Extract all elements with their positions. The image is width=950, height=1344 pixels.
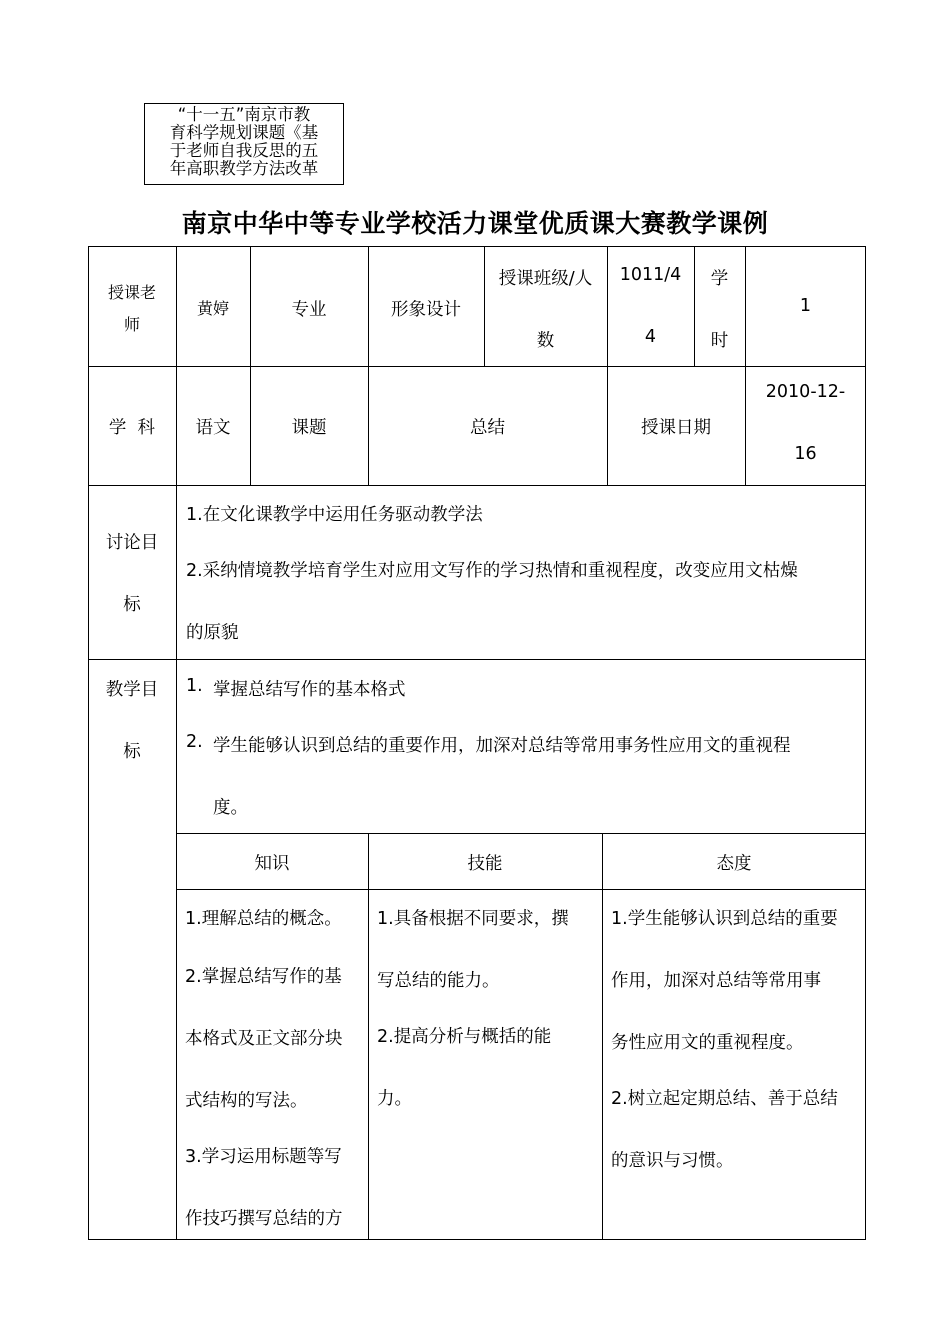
class-label: 数: [536, 331, 555, 351]
date-value: 2010-12-: [765, 382, 846, 402]
teaching-item: 掌握总结写作的基本格式: [213, 680, 406, 700]
note-line: 年高职教学方法改革: [169, 159, 319, 178]
teaching-item: 学生能够认识到总结的重要作用，加深对总结等常用事务性应用文的重视程: [213, 736, 791, 756]
column-divider: [602, 833, 603, 1240]
topic-label: 课题: [291, 418, 327, 438]
skills-line: 写总结的能力。: [377, 971, 500, 991]
project-note-box: [144, 103, 344, 185]
page-title: 南京中华中等专业学校活力课堂优质课大赛教学课例: [181, 209, 769, 238]
class-label: 授课班级/人: [498, 269, 593, 289]
hours-label: 时: [710, 331, 729, 351]
teacher-label: 师: [123, 315, 140, 334]
skills-header: 技能: [467, 854, 503, 874]
skills-line: 力。: [377, 1089, 412, 1109]
research-item: 2.采纳情境教学培育学生对应用文写作的学习热情和重视程度，改变应用文枯燥: [186, 561, 798, 581]
skills-line: 1.具备根据不同要求，撰: [377, 909, 569, 929]
hours-value: 1: [799, 296, 812, 316]
knowledge-line: 1.理解总结的概念。: [185, 909, 342, 929]
attitude-header: 态度: [716, 854, 752, 874]
column-divider: [176, 246, 177, 1240]
attitude-line: 作用，加深对总结等常用事: [611, 971, 821, 991]
subject-value: 语文: [195, 418, 231, 438]
teaching-label: 标: [123, 742, 141, 762]
attitude-line: 2.树立起定期总结、善于总结: [611, 1089, 838, 1109]
row-divider: [176, 889, 866, 890]
teaching-item: 度。: [213, 798, 248, 818]
major-value: 形象设计: [391, 300, 461, 320]
attitude-line: 1.学生能够认识到总结的重要: [611, 909, 838, 929]
knowledge-line: 3.学习运用标题等写: [185, 1147, 342, 1167]
attitude-line: 务性应用文的重视程度。: [611, 1033, 804, 1053]
research-item: 1.在文化课教学中运用任务驱动教学法: [186, 505, 483, 525]
knowledge-line: 2.掌握总结写作的基: [185, 967, 342, 987]
column-divider: [368, 246, 369, 486]
knowledge-line: 式结构的写法。: [185, 1091, 308, 1111]
column-divider: [250, 246, 251, 486]
date-value: 16: [794, 444, 817, 464]
note-line: 于老师自我反思的五: [169, 141, 319, 160]
skills-line: 2.提高分析与概括的能: [377, 1027, 552, 1047]
topic-value: 总结: [470, 418, 505, 438]
row-divider: [88, 485, 866, 486]
note-line: “十一五”南京市教: [177, 105, 311, 124]
hours-label: 学: [710, 269, 729, 289]
research-item: 的原貌: [186, 623, 239, 643]
teaching-item-number: 1.: [186, 676, 203, 696]
knowledge-line: 作技巧撰写总结的方: [185, 1209, 343, 1229]
row-divider: [88, 366, 866, 367]
research-label: 标: [123, 595, 141, 615]
date-label: 授课日期: [641, 418, 711, 438]
subject-label: 学 科: [108, 418, 156, 438]
row-divider: [176, 833, 866, 834]
column-divider: [368, 833, 369, 1240]
attitude-line: 的意识与习惯。: [611, 1151, 734, 1171]
knowledge-header: 知识: [254, 854, 290, 874]
class-value: 4: [644, 327, 657, 347]
teaching-item-number: 2.: [186, 732, 203, 752]
major-label: 专业: [291, 300, 327, 320]
note-line: 育科学规划课题《基: [169, 123, 319, 142]
research-label: 讨论目: [105, 533, 159, 553]
row-divider: [88, 659, 866, 660]
teacher-label: 授课老: [107, 283, 156, 302]
teacher-value: 黄婷: [196, 299, 229, 318]
knowledge-line: 本格式及正文部分块: [185, 1029, 343, 1049]
class-value: 1011/4: [619, 265, 682, 285]
teaching-label: 教学目: [105, 680, 159, 700]
